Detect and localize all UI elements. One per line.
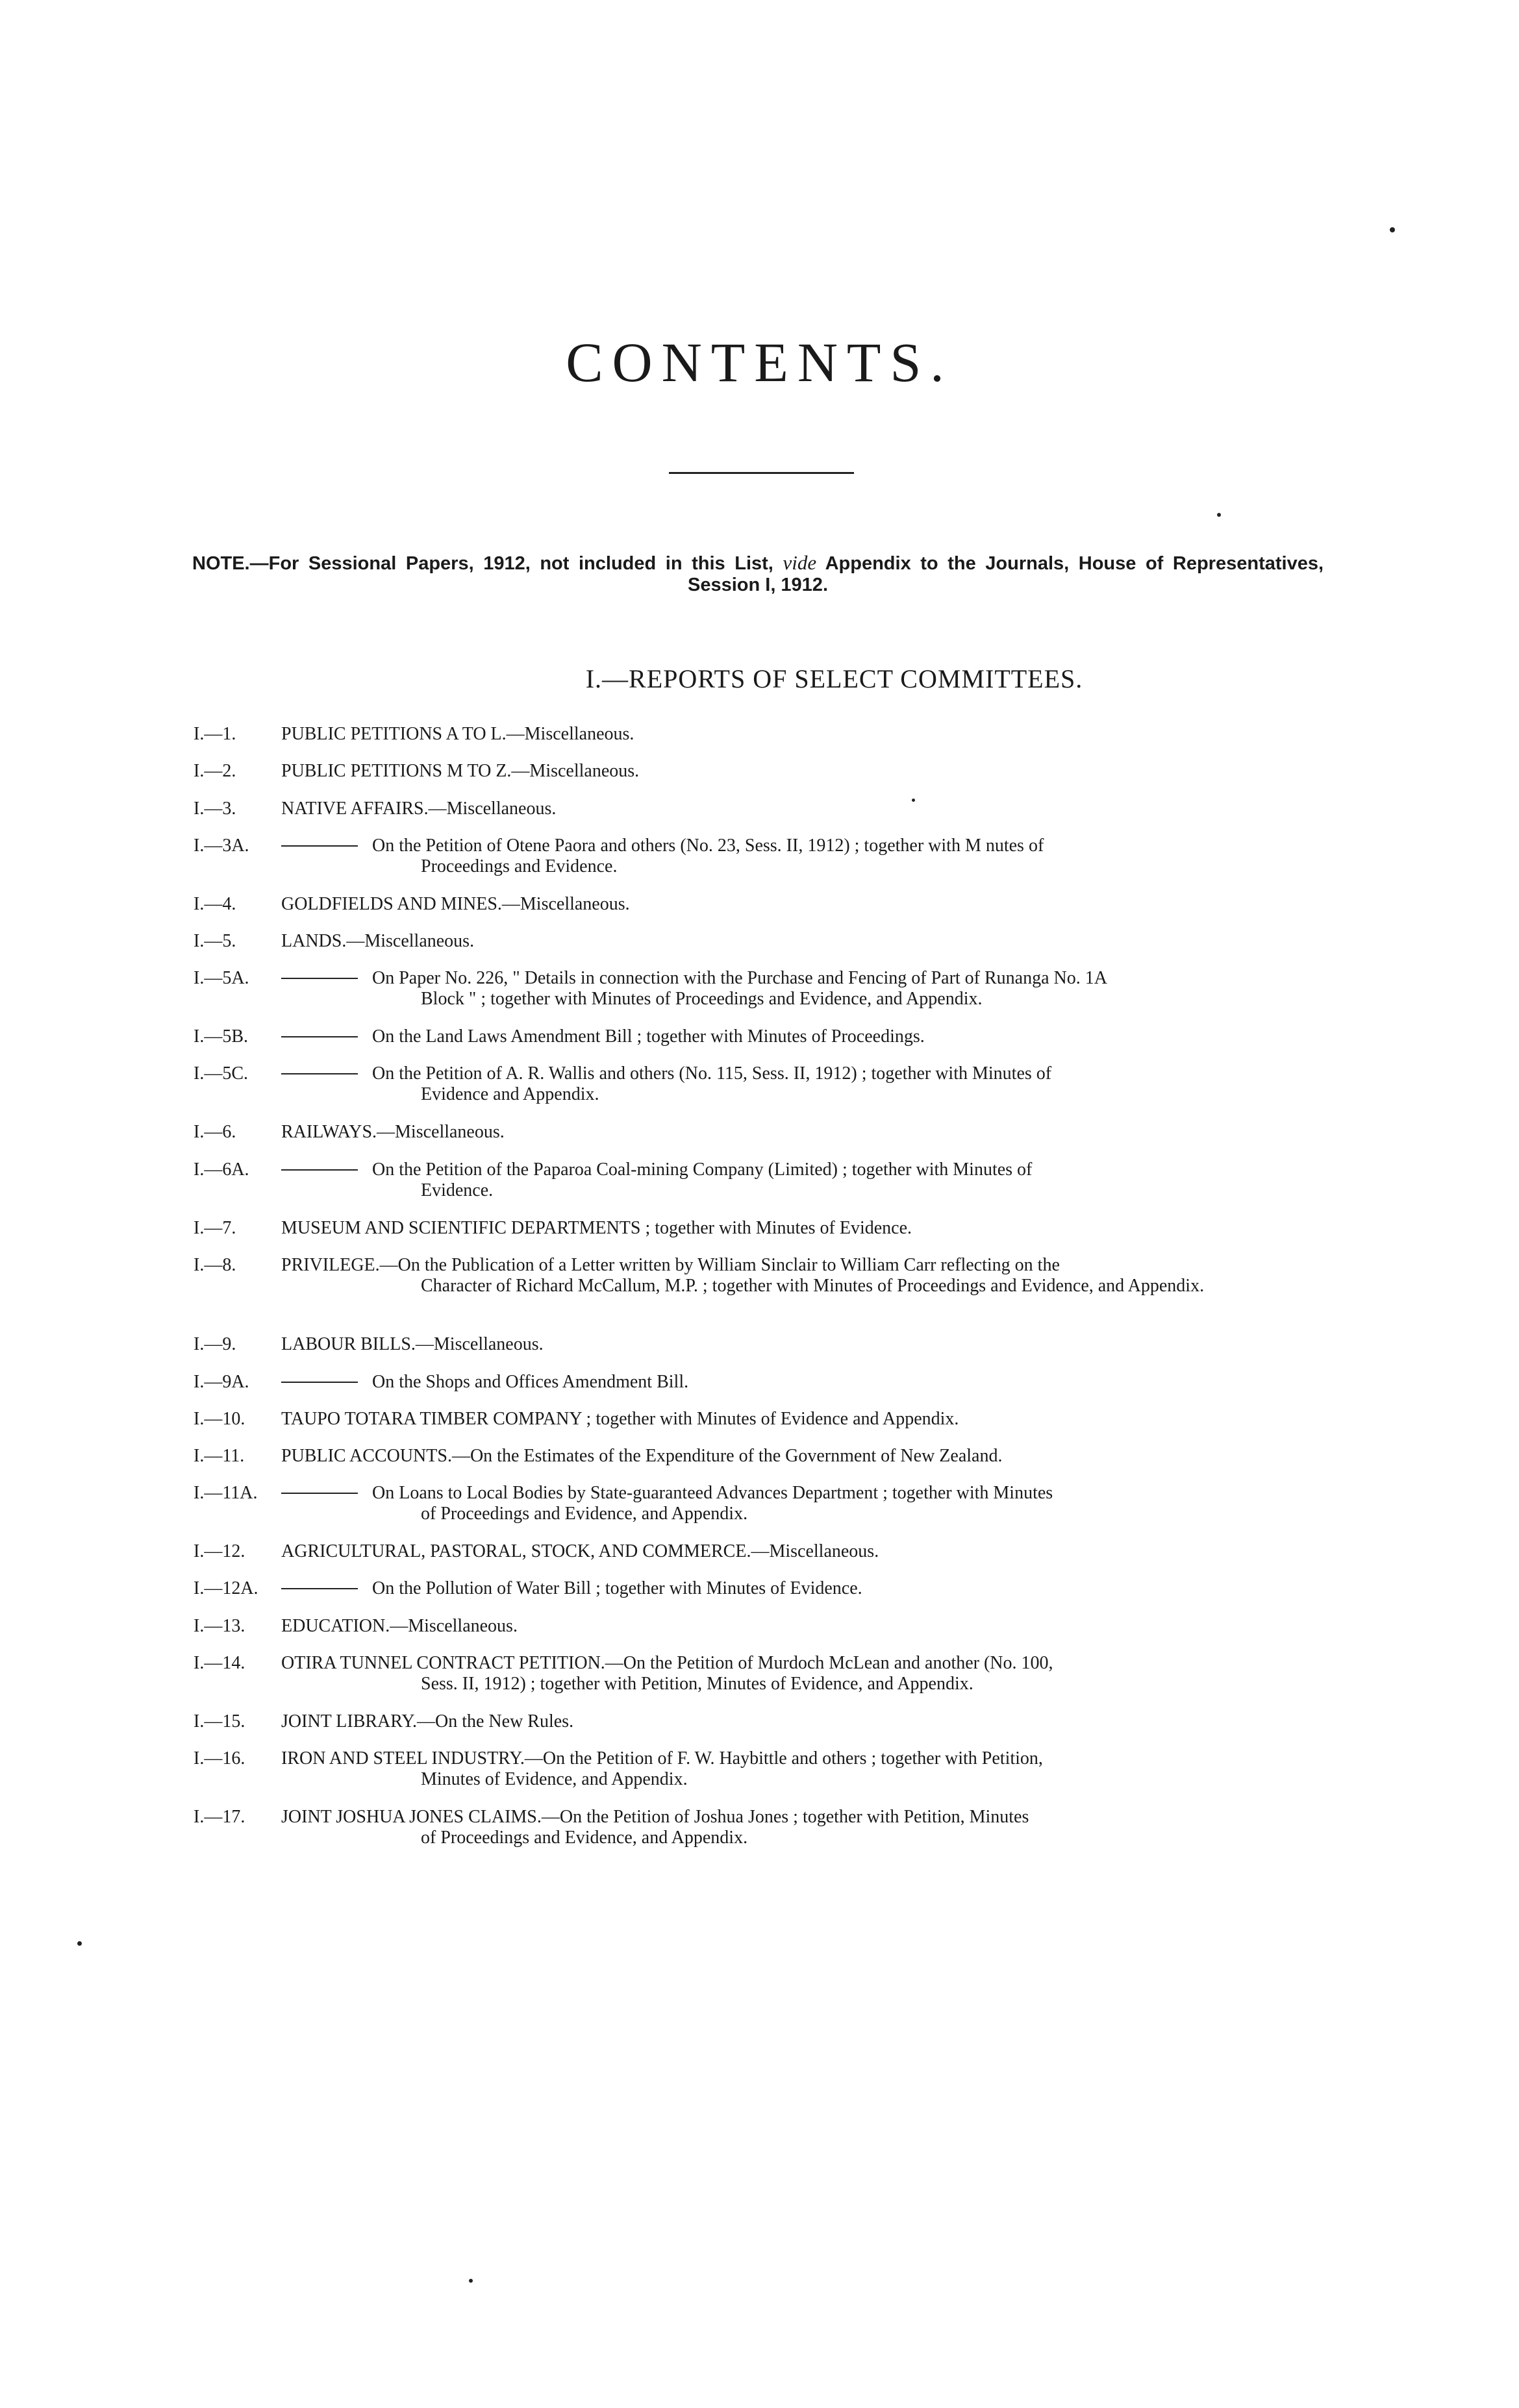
- entry-code: I.—3.: [194, 799, 236, 819]
- entry-text: EDUCATION.—Miscellaneous.: [281, 1616, 518, 1636]
- ditto-dash: [281, 1493, 358, 1494]
- entry-code: I.—13.: [194, 1616, 245, 1636]
- entry-text: On the Petition of Otene Paora and others (No. 23, Sess. II, 1912) ; together with M nutes of: [372, 836, 1044, 856]
- entry-text: MUSEUM AND SCIENTIFIC DEPARTMENTS ; together with Minutes of Evidence.: [281, 1218, 912, 1238]
- entry-code: I.—17.: [194, 1807, 245, 1827]
- entry-code: I.—9.: [194, 1334, 236, 1354]
- entry-code: I.—12.: [194, 1541, 245, 1561]
- entry-text: On the Pollution of Water Bill ; together with Minutes of Evidence.: [372, 1578, 862, 1598]
- entry-code: I.—12A.: [194, 1578, 258, 1598]
- entry-text: On the Petition of the Paparoa Coal-mining Company (Limited) ; together with Minutes of: [372, 1160, 1033, 1180]
- ditto-dash: [281, 845, 358, 847]
- entry-text: AGRICULTURAL, PASTORAL, STOCK, AND COMMERCE.—Miscellaneous.: [281, 1541, 879, 1561]
- entry-code: I.—14.: [194, 1653, 245, 1673]
- entry-text: JOINT JOSHUA JONES CLAIMS.—On the Petition of Joshua Jones ; together with Petition, Minutes: [281, 1807, 1029, 1827]
- entry-continuation: Sess. II, 1912) ; together with Petition, Minutes of Evidence, and Appendix.: [421, 1674, 973, 1694]
- entry-text: PUBLIC ACCOUNTS.—On the Estimates of the Expenditure of the Government of New Zealand.: [281, 1446, 1003, 1466]
- entry-text: On the Land Laws Amendment Bill ; together with Minutes of Proceedings.: [372, 1026, 925, 1047]
- entry-continuation: Block " ; together with Minutes of Proceedings and Evidence, and Appendix.: [421, 989, 983, 1009]
- note-prefix: NOTE.—For Sessional Papers, 1912, not included in this List,: [192, 553, 773, 574]
- entry-continuation: Character of Richard McCallum, M.P. ; together with Minutes of Proceedings and Evidence, and Appendix.: [421, 1276, 1205, 1296]
- ditto-dash: [281, 1382, 358, 1383]
- entry-code: I.—6.: [194, 1122, 236, 1142]
- ditto-dash: [281, 978, 358, 979]
- scan-speck: [77, 1941, 82, 1946]
- entry-code: I.—1.: [194, 724, 236, 744]
- entry-code: I.—10.: [194, 1409, 245, 1429]
- entry-text: PUBLIC PETITIONS M TO Z.—Miscellaneous.: [281, 761, 640, 781]
- entry-code: I.—15.: [194, 1711, 245, 1732]
- entry-continuation: Evidence and Appendix.: [421, 1084, 599, 1104]
- scan-speck: [1217, 513, 1221, 517]
- entry-code: I.—11A.: [194, 1483, 258, 1503]
- entry-text: PUBLIC PETITIONS A TO L.—Miscellaneous.: [281, 724, 634, 744]
- entry-text: LABOUR BILLS.—Miscellaneous.: [281, 1334, 544, 1354]
- ditto-dash: [281, 1588, 358, 1589]
- entry-continuation: Minutes of Evidence, and Appendix.: [421, 1769, 688, 1789]
- entry-code: I.—3A.: [194, 836, 249, 856]
- entry-code: I.—2.: [194, 761, 236, 781]
- entry-text: NATIVE AFFAIRS.—Miscellaneous.: [281, 799, 557, 819]
- entry-continuation: Proceedings and Evidence.: [421, 856, 618, 876]
- entry-text: JOINT LIBRARY.—On the New Rules.: [281, 1711, 574, 1732]
- entry-code: I.—16.: [194, 1748, 245, 1769]
- note-vide: vide: [783, 551, 817, 574]
- entry-text: PRIVILEGE.—On the Publication of a Letter written by William Sinclair to William Carr reflecting on the: [281, 1255, 1060, 1275]
- scan-speck: [469, 2279, 473, 2283]
- entry-code: I.—6A.: [194, 1160, 249, 1180]
- entry-code: I.—11.: [194, 1446, 245, 1466]
- entry-code: I.—9A.: [194, 1372, 249, 1392]
- entry-code: I.—8.: [194, 1255, 236, 1275]
- entry-text: TAUPO TOTARA TIMBER COMPANY ; together with Minutes of Evidence and Appendix.: [281, 1409, 959, 1429]
- entry-text: LANDS.—Miscellaneous.: [281, 931, 475, 951]
- entry-text: RAILWAYS.—Miscellaneous.: [281, 1122, 505, 1142]
- ditto-dash: [281, 1036, 358, 1037]
- entry-text: On Paper No. 226, " Details in connection with the Purchase and Fencing of Part of Runanga No. 1A: [372, 968, 1107, 988]
- entry-text: On the Petition of A. R. Wallis and others (No. 115, Sess. II, 1912) ; together with Minutes of: [372, 1063, 1052, 1084]
- entry-code: I.—5A.: [194, 968, 249, 988]
- scan-speck: [1390, 227, 1395, 232]
- entry-code: I.—5B.: [194, 1026, 248, 1047]
- page-title: CONTENTS.: [566, 331, 953, 393]
- section-heading: I.—REPORTS OF SELECT COMMITTEES.: [585, 664, 1083, 693]
- entry-continuation: of Proceedings and Evidence, and Appendix.: [421, 1504, 748, 1524]
- entry-code: I.—7.: [194, 1218, 236, 1238]
- entry-text: IRON AND STEEL INDUSTRY.—On the Petition of F. W. Haybittle and others ; together with Petition,: [281, 1748, 1043, 1769]
- scan-speck: [912, 799, 915, 802]
- entry-text: OTIRA TUNNEL CONTRACT PETITION.—On the Petition of Murdoch McLean and another (No. 100,: [281, 1653, 1053, 1673]
- ditto-dash: [281, 1073, 358, 1074]
- entry-code: I.—4.: [194, 894, 236, 914]
- note-suffix: Appendix to the Journals, House of Representatives, Session I, 1912.: [687, 553, 1324, 595]
- entry-code: I.—5.: [194, 931, 236, 951]
- entry-text: On Loans to Local Bodies by State-guaranteed Advances Department ; together with Minutes: [372, 1483, 1053, 1503]
- entry-text: On the Shops and Offices Amendment Bill.: [372, 1372, 689, 1392]
- ditto-dash: [281, 1169, 358, 1171]
- entry-code: I.—5C.: [194, 1063, 248, 1084]
- entry-text: GOLDFIELDS AND MINES.—Miscellaneous.: [281, 894, 630, 914]
- entry-continuation: of Proceedings and Evidence, and Appendix.: [421, 1828, 748, 1848]
- entry-continuation: Evidence.: [421, 1180, 494, 1200]
